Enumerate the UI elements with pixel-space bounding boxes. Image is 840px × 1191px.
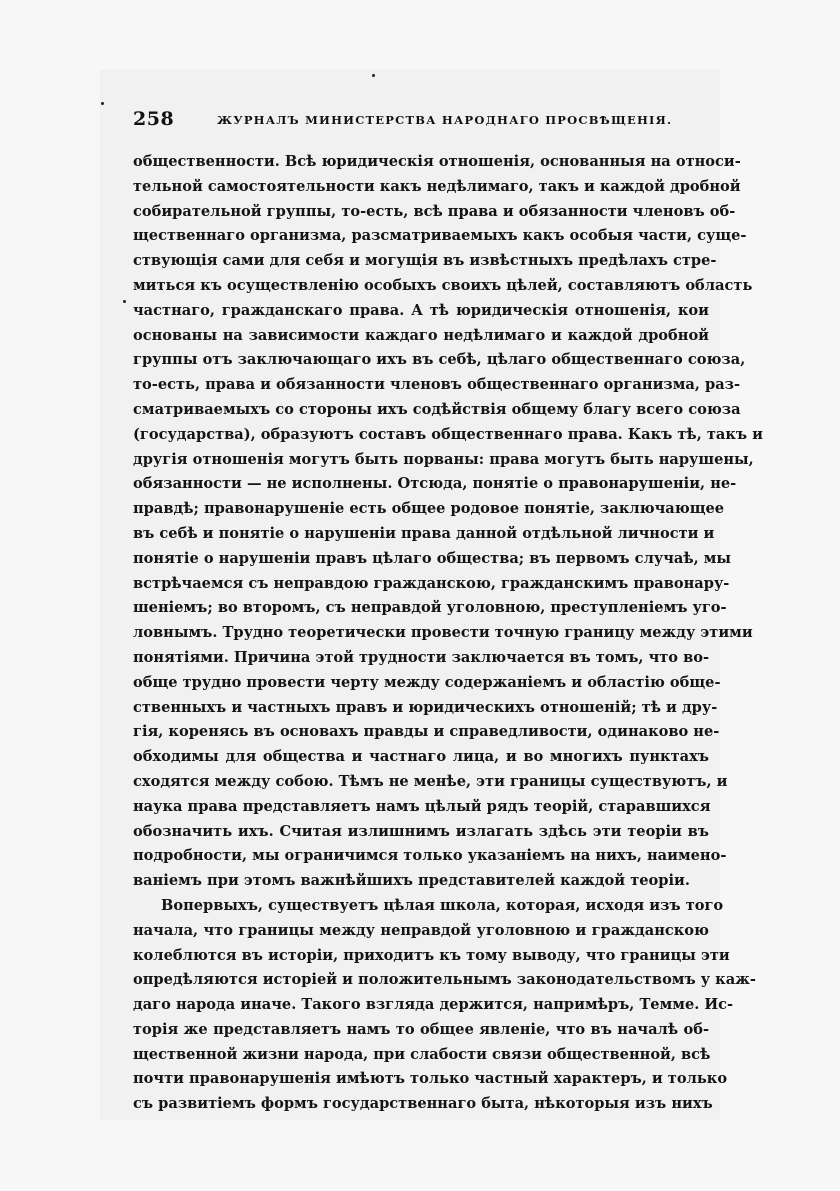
text-line: (государства), образуютъ составъ общественнаго права. Какъ тѣ, такъ и [133,425,763,443]
text-line: сходятся между собою. Тѣмъ не менѣе, эти границы существуютъ, и [133,772,728,790]
text-line: обходимы для общества и частнаго лица, и во многихъ пунктахъ [133,748,709,766]
text-line: понятіе о нарушеніи правъ цѣлаго общества; въ первомъ случаѣ, мы [133,549,732,567]
text-line: группы отъ заключающаго ихъ въ себѣ, цѣлаго общественнаго союза, [133,351,746,369]
text-line: опредѣляются исторіей и положительнымъ законодательствомъ у каж- [133,971,756,989]
text-line: щественной жизни народа, при слабости связи общественной, всѣ [133,1045,711,1063]
text-line: щественнаго организма, разсматриваемыхъ какъ особыя части, суще- [133,227,747,245]
text-line: обозначить ихъ. Считая излишнимъ излагать здѣсь эти теоріи въ [133,822,709,840]
text-line: понятіями. Причина этой трудности заключается въ томъ, что во- [133,648,710,666]
text-line: ловнымъ. Трудно теоретически провести точную границу между этими [133,624,753,642]
page-number: 258 [133,108,175,130]
body-text [133,150,763,1117]
text-line: съ развитіемъ формъ государственнаго быта, нѣкоторыя изъ нихъ [133,1095,713,1113]
text-line: въ себѣ и понятіе о нарушеніи права данной отдѣльной личности и [133,524,715,542]
scan-speck [123,300,126,303]
text-line: Вопервыхъ, существуетъ цѣлая школа, которая, исходя изъ того [161,896,724,914]
paragraph [133,150,763,894]
text-line: почти правонарушенія имѣютъ только частный характеръ, и только [133,1070,728,1088]
text-line: ваніемъ при этомъ важнѣйшихъ представителей каждой теоріи. [133,872,690,890]
text-line: начала, что границы между неправдой уголовною и гражданскою [133,921,709,939]
text-line: наука права представляетъ намъ цѣлый рядъ теорій, старавшихся [133,797,711,815]
text-line: частнаго, гражданскаго права. А тѣ юридическія отношенія, кои [133,301,709,319]
text-line: общественности. Всѣ юридическія отношенія, основанныя на относи- [133,153,741,170]
text-line: основаны на зависимости каждаго недѣлимаго и каждой дробной [133,326,709,344]
scan-speck [101,102,104,105]
text-line: даго народа иначе. Такого взгляда держится, напримѣръ, Темме. Ис- [133,996,734,1014]
text-line: колеблются въ исторіи, приходитъ къ тому выводу, что границы эти [133,946,730,964]
text-line: встрѣчаемся съ неправдою гражданскою, гражданскимъ правонару- [133,574,730,592]
text-line: сматриваемыхъ со стороны ихъ содѣйствія общему благу всего союза [133,400,741,418]
text-line: другія отношенія могутъ быть порваны: права могутъ быть нарушены, [133,450,754,468]
text-line: подробности, мы ограничимся только указаніемъ на нихъ, наимено- [133,847,727,865]
text-line: шеніемъ; во второмъ, съ неправдой уголовною, преступленіемъ уго- [133,599,727,617]
text-line: торія же представляетъ намъ то общее явленіе, что въ началѣ об- [133,1020,709,1038]
text-line: тельной самостоятельности какъ недѣлимаго, такъ и каждой дробной [133,177,741,195]
scan-speck [372,74,375,77]
text-line: миться къ осуществленію особыхъ своихъ цѣлей, составляютъ область [133,276,753,294]
page-header [133,108,713,136]
paragraph [133,894,756,1117]
text-line: ственныхъ и частныхъ правъ и юридическихъ отношеній; тѣ и дру- [133,698,718,716]
running-title: ЖУРНАЛЪ МИНИСТЕРСТВА НАРОДНАГО ПРОСВѢЩЕНІЯ. [217,113,673,127]
text-line: обще трудно провести черту между содержаніемъ и областію обще- [133,673,721,691]
text-line: гія, коренясь въ основахъ правды и справедливости, одинаково не- [133,723,720,741]
text-line: ствующія сами для себя и могущія въ извѣстныхъ предѣлахъ стре- [133,252,717,270]
text-line: собирательной группы, то-есть, всѣ права и обязанности членовъ об- [133,202,736,220]
text-line: то-есть, права и обязанности членовъ общественнаго организма, раз- [133,376,741,394]
text-line: правдѣ; правонарушеніе есть общее родовое понятіе, заключающее [133,500,725,518]
text-line: обязанности — не исполнены. Отсюда, понятіе о правонарушеніи, не- [133,475,737,493]
